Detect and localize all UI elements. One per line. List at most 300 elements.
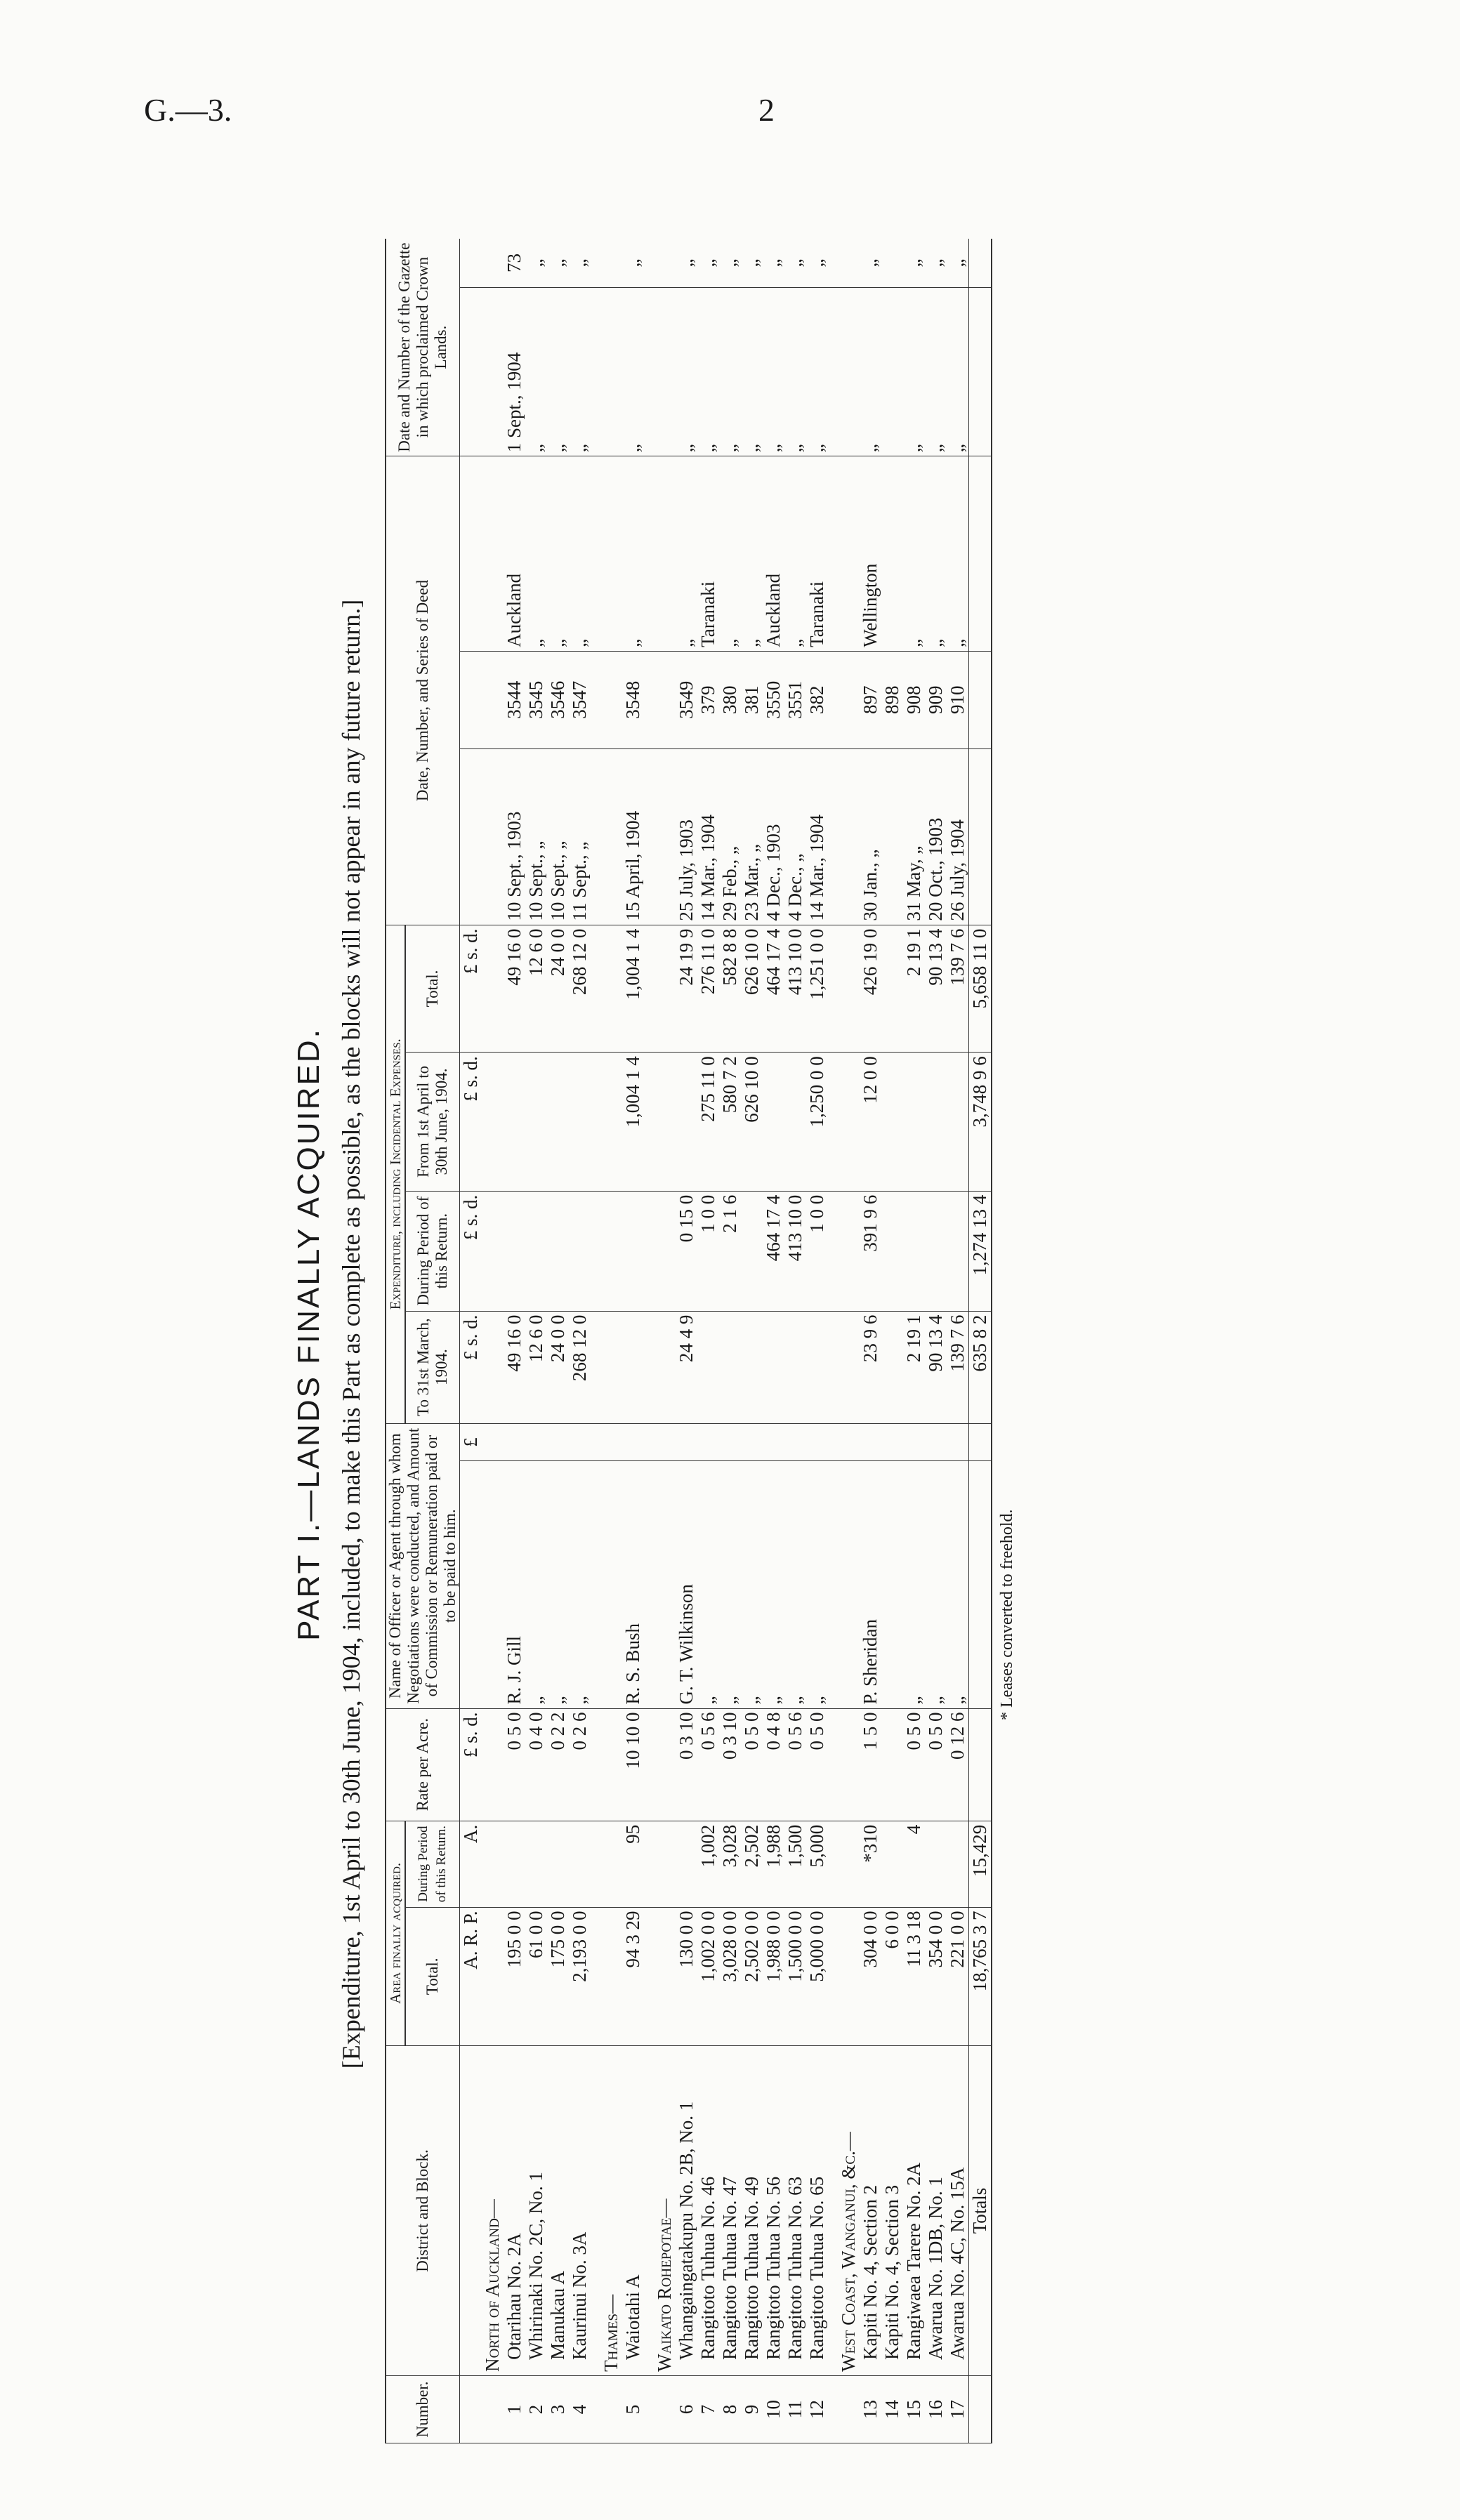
unit-acres: A. [460,1821,482,1907]
row-gazette-number: „ [784,239,806,288]
row-block: Rangitoto Tuhua No. 47 [719,2046,741,2376]
row-exp-from [784,1053,806,1192]
row-deed-number: 381 [741,651,763,748]
row-block: Waiotahi A [622,2046,644,2376]
row-exp-from [903,1053,925,1192]
col-exp-to: To 31st March, 1904. [405,1311,460,1423]
row-number: 15 [903,2375,925,2443]
group-label: West Coast, Wanganui, &c.— [838,2046,860,2376]
row-officer: G. T. Wilkinson [676,1461,697,1708]
row-block: Rangitoto Tuhua No. 65 [806,2046,828,2376]
row-area-during: 1,002 [697,1821,719,1907]
row-area-during: 4 [903,1821,925,1907]
row-exp-to [697,1311,719,1423]
row-exp-during: 1 0 0 [806,1191,828,1311]
row-exp-from [763,1053,784,1192]
row-deed-series: „ [547,456,569,652]
group-row [654,239,676,2443]
row-exp-during: 413 10 0 [784,1191,806,1311]
row-number: 7 [697,2375,719,2443]
row-deed-number: 898 [881,651,903,748]
row-area-during: 2,502 [741,1821,763,1907]
group-label: Waikato Rohepotae— [654,2046,676,2376]
row-officer: P. Sheridan [860,1461,881,1708]
row-officer: „ [569,1461,591,1708]
row-area-during [504,1821,525,1907]
row-area-during: 1,988 [763,1821,784,1907]
page-code: G.—3. [144,92,232,128]
row-gazette-number: „ [525,239,547,288]
row-deed-series [881,456,903,652]
col-deed: Date, Number, and Series of Deed [386,456,460,925]
col-area-total: Total. [405,1907,460,2046]
row-number: 4 [569,2375,591,2443]
row-area-during [547,1821,569,1907]
row-block: Kapiti No. 4, Section 3 [881,2046,903,2376]
row-exp-during: 464 17 4 [763,1191,784,1311]
row-number: 3 [547,2375,569,2443]
row-exp-during [569,1191,591,1311]
row-block: Awarua No. 1DB, No. 1 [925,2046,947,2376]
page-title: PART I.—LANDS FINALLY ACQUIRED. [291,1027,326,1641]
row-gazette-date: „ [697,288,719,456]
row-gazette-number: 73 [504,239,525,288]
row-area-total: 3,028 0 0 [719,1907,741,2046]
row-exp-total: 49 16 0 [504,925,525,1053]
row-block: Rangitoto Tuhua No. 46 [697,2046,719,2376]
unit-exp-to: £ s. d. [460,1311,482,1423]
row-area-during: 5,000 [806,1821,828,1907]
table-row [763,239,784,2443]
row-exp-total: 90 13 4 [925,925,947,1053]
row-exp-to: 24 0 0 [547,1311,569,1423]
row-deed-date: 14 Mar., 1904 [806,748,828,925]
page-number: 2 [758,92,775,128]
unit-exp-total: £ s. d. [460,925,482,1053]
row-deed-series: „ [784,456,806,652]
row-exp-total: 582 8 8 [719,925,741,1053]
row-block: Kaurinui No. 3A [569,2046,591,2376]
rotated-table-page [288,225,1229,2443]
row-area-total: 195 0 0 [504,1907,525,2046]
row-block: Rangitoto Tuhua No. 63 [784,2046,806,2376]
row-officer: R. J. Gill [504,1461,525,1708]
row-gazette-date: „ [547,288,569,456]
row-block: Otarihau No. 2A [504,2046,525,2376]
row-deed-series: „ [903,456,925,652]
lands-acquired-table [385,239,992,2443]
col-exp-from: From 1st April to 30th June, 1904. [405,1053,460,1192]
unit-exp-from: £ s. d. [460,1053,482,1192]
row-gazette-number: „ [547,239,569,288]
row-exp-total: 1,004 1 4 [622,925,644,1053]
row-officer: „ [784,1461,806,1708]
row-deed-number: 379 [697,651,719,748]
row-exp-during: 0 15 0 [676,1191,697,1311]
unit-area: A. R. P. [460,1907,482,2046]
group-row [600,239,622,2443]
row-area-total: 61 0 0 [525,1907,547,2046]
row-area-during [569,1821,591,1907]
group-row [482,239,504,2443]
row-deed-number: 380 [719,651,741,748]
row-exp-total: 24 0 0 [547,925,569,1053]
row-exp-total [881,925,903,1053]
row-deed-date: 30 Jan., „ [860,748,881,925]
row-exp-to: 23 9 6 [860,1311,881,1423]
spacer-row [828,239,838,2443]
row-officer: „ [925,1461,947,1708]
unit-pound: £ [460,1423,482,1460]
row-exp-total: 268 12 0 [569,925,591,1053]
row-officer: „ [547,1461,569,1708]
row-deed-number: 3546 [547,651,569,748]
table-row [676,239,697,2443]
row-rate: 0 5 6 [697,1708,719,1821]
row-number: 14 [881,2375,903,2443]
row-gazette-date: 1 Sept., 1904 [504,288,525,456]
row-rate: 0 5 6 [784,1708,806,1821]
row-exp-from: 275 11 0 [697,1053,719,1192]
row-officer: „ [719,1461,741,1708]
row-gazette-date [881,288,903,456]
row-area-total: 304 0 0 [860,1907,881,2046]
row-gazette-date: „ [569,288,591,456]
table-row [719,239,741,2443]
row-area-total: 11 3 18 [903,1907,925,2046]
col-area: Area finally acquired. [386,1821,405,2045]
row-exp-to [881,1311,903,1423]
row-gazette-number: „ [947,239,969,288]
row-deed-series: „ [741,456,763,652]
row-exp-during: 391 9 6 [860,1191,881,1311]
row-gazette-number: „ [676,239,697,288]
row-deed-date: 10 Sept., „ [525,748,547,925]
row-area-total: 1,002 0 0 [697,1907,719,2046]
table-row [947,239,969,2443]
row-deed-series: „ [525,456,547,652]
row-deed-date: 4 Dec., 1903 [763,748,784,925]
col-number: Number. [386,2375,460,2443]
row-exp-during [525,1191,547,1311]
row-area-during: 95 [622,1821,644,1907]
table-row [622,239,644,2443]
row-officer: „ [741,1461,763,1708]
row-deed-series: „ [925,456,947,652]
row-exp-total: 426 19 0 [860,925,881,1053]
row-deed-number: 3544 [504,651,525,748]
row-area-during [947,1821,969,1907]
table-row [504,239,525,2443]
row-number: 17 [947,2375,969,2443]
row-officer: „ [903,1461,925,1708]
footnote: * Leases converted to freehold. [998,1509,1016,1720]
row-area-during [881,1821,903,1907]
row-officer: „ [525,1461,547,1708]
table-row [881,239,903,2443]
unit-rate: £ s. d. [460,1708,482,1821]
row-exp-from: 12 0 0 [860,1053,881,1192]
row-deed-number: 382 [806,651,828,748]
row-deed-date: 10 Sept., 1903 [504,748,525,925]
row-area-total: 1,988 0 0 [763,1907,784,2046]
row-rate: 0 4 0 [525,1708,547,1821]
row-exp-to [741,1311,763,1423]
row-deed-date: 4 Dec., „ [784,748,806,925]
row-gazette-date: „ [719,288,741,456]
row-gazette-date: „ [622,288,644,456]
row-deed-date: 11 Sept., „ [569,748,591,925]
row-gazette-date: „ [860,288,881,456]
row-block: Whirinaki No. 2C, No. 1 [525,2046,547,2376]
row-area-during: 1,500 [784,1821,806,1907]
row-deed-date: 25 July, 1903 [676,748,697,925]
row-exp-during [947,1191,969,1311]
row-officer: R. S. Bush [622,1461,644,1708]
col-exp-during: During Period of this Return. [405,1191,460,1311]
row-area-total: 2,502 0 0 [741,1907,763,2046]
row-gazette-date: „ [806,288,828,456]
group-label: North of Auckland— [482,2046,504,2376]
row-gazette-date: „ [676,288,697,456]
row-officer: „ [806,1461,828,1708]
row-officer [881,1461,903,1708]
table-row [903,239,925,2443]
row-rate: 0 5 0 [806,1708,828,1821]
row-number: 10 [763,2375,784,2443]
row-area-total: 221 0 0 [947,1907,969,2046]
row-rate [881,1708,903,1821]
table-row [547,239,569,2443]
row-exp-from [947,1053,969,1192]
row-number: 5 [622,2375,644,2443]
row-block: Whangaingatakupu No. 2B, No. 1 [676,2046,697,2376]
row-block: Rangiwaea Tarere No. 2A [903,2046,925,2376]
row-rate: 0 2 2 [547,1708,569,1821]
row-deed-number: 3547 [569,651,591,748]
row-deed-date: 10 Sept., „ [547,748,569,925]
table-row [784,239,806,2443]
row-number: 13 [860,2375,881,2443]
col-rate: Rate per Acre. [386,1708,460,1821]
row-exp-from [525,1053,547,1192]
row-area-during: 3,028 [719,1821,741,1907]
row-deed-series: Wellington [860,456,881,652]
row-exp-from [569,1053,591,1192]
page-subtitle: [Expenditure, 1st April to 30th June, 1904, included, to make this Part as complete as possible, as the blocks will not appear in any future return.] [337,599,365,2069]
row-deed-date: 29 Feb., „ [719,748,741,925]
row-area-during: *310 [860,1821,881,1907]
row-deed-series: Taranaki [806,456,828,652]
row-exp-to [719,1311,741,1423]
row-exp-during: 2 1 6 [719,1191,741,1311]
row-exp-to: 2 19 1 [903,1311,925,1423]
row-rate: 10 10 0 [622,1708,644,1821]
row-gazette-date: „ [784,288,806,456]
row-area-total: 5,000 0 0 [806,1907,828,2046]
row-deed-date: 15 April, 1904 [622,748,644,925]
row-block: Kapiti No. 4, Section 2 [860,2046,881,2376]
row-gazette-number: „ [719,239,741,288]
row-gazette-date: „ [741,288,763,456]
row-exp-to: 24 4 9 [676,1311,697,1423]
totals-exp-to: 635 8 2 [969,1311,992,1423]
row-exp-from [881,1053,903,1192]
row-number: 8 [719,2375,741,2443]
row-deed-number: 3549 [676,651,697,748]
row-deed-date: 23 Mar., „ [741,748,763,925]
row-exp-during [903,1191,925,1311]
row-deed-series: „ [719,456,741,652]
row-officer: „ [947,1461,969,1708]
row-deed-number: 3551 [784,651,806,748]
table-row [806,239,828,2443]
row-gazette-number: „ [741,239,763,288]
row-exp-to: 90 13 4 [925,1311,947,1423]
row-number: 11 [784,2375,806,2443]
row-gazette-number [881,239,903,288]
unit-exp-during: £ s. d. [460,1191,482,1311]
row-exp-to [784,1311,806,1423]
row-rate: 1 5 0 [860,1708,881,1821]
row-officer: „ [763,1461,784,1708]
row-exp-from [925,1053,947,1192]
col-expenditure: Expenditure, including Incidental Expenses. [386,925,405,1423]
row-exp-from: 1,250 0 0 [806,1053,828,1192]
table-row [860,239,881,2443]
row-rate: 0 3 10 [719,1708,741,1821]
row-exp-to [622,1311,644,1423]
row-exp-during: 1 0 0 [697,1191,719,1311]
row-deed-series: Taranaki [697,456,719,652]
row-deed-number: 3548 [622,651,644,748]
row-rate: 0 12 6 [947,1708,969,1821]
row-deed-number: 3545 [525,651,547,748]
table-row [525,239,547,2443]
row-gazette-number: „ [697,239,719,288]
totals-area-total: 18,765 3 7 [969,1907,992,2046]
row-number: 1 [504,2375,525,2443]
row-exp-during [504,1191,525,1311]
table-row [697,239,719,2443]
row-exp-to: 12 6 0 [525,1311,547,1423]
row-area-during [925,1821,947,1907]
units-row [460,239,482,2443]
row-area-total: 6 0 0 [881,1907,903,2046]
row-exp-during [547,1191,569,1311]
row-rate: 0 5 0 [925,1708,947,1821]
row-exp-total: 2 19 1 [903,925,925,1053]
row-block: Rangitoto Tuhua No. 56 [763,2046,784,2376]
row-gazette-date: „ [903,288,925,456]
row-number: 16 [925,2375,947,2443]
col-officer: Name of Officer or Agent through whom Negotiations were conducted, and Amount of Commission or Remuneration paid or to be paid to him. [386,1423,460,1708]
row-rate: 0 4 8 [763,1708,784,1821]
row-exp-from [547,1053,569,1192]
row-exp-to: 139 7 6 [947,1311,969,1423]
row-deed-series: „ [622,456,644,652]
row-block: Awarua No. 4C, No. 15A [947,2046,969,2376]
table-row [569,239,591,2443]
row-exp-from: 1,004 1 4 [622,1053,644,1192]
row-deed-number: 908 [903,651,925,748]
row-area-total: 1,500 0 0 [784,1907,806,2046]
totals-row [969,239,992,2443]
row-area-during [525,1821,547,1907]
row-deed-date: 20 Oct., 1903 [925,748,947,925]
row-gazette-number: „ [569,239,591,288]
totals-label: Totals [969,2046,992,2376]
row-gazette-number: „ [925,239,947,288]
group-row [838,239,860,2443]
row-deed-series: Auckland [763,456,784,652]
row-rate: 0 5 0 [741,1708,763,1821]
row-area-total: 354 0 0 [925,1907,947,2046]
row-deed-date: 14 Mar., 1904 [697,748,719,925]
col-district: District and Block. [386,2046,460,2376]
row-exp-to [806,1311,828,1423]
row-area-total: 130 0 0 [676,1907,697,2046]
totals-exp-during: 1,274 13 4 [969,1191,992,1311]
row-exp-during [925,1191,947,1311]
row-gazette-number: „ [806,239,828,288]
row-deed-series: Auckland [504,456,525,652]
row-block: Rangitoto Tuhua No. 49 [741,2046,763,2376]
row-exp-during [881,1191,903,1311]
row-deed-series: „ [947,456,969,652]
row-deed-date: 26 July, 1904 [947,748,969,925]
row-deed-number: 909 [925,651,947,748]
row-gazette-date: „ [525,288,547,456]
row-rate: 0 3 10 [676,1708,697,1821]
table-row [925,239,947,2443]
group-label: Thames— [600,2046,622,2376]
row-deed-number: 910 [947,651,969,748]
row-number: 2 [525,2375,547,2443]
row-exp-total: 1,251 0 0 [806,925,828,1053]
col-area-during: During Period of this Return. [405,1821,460,1907]
row-exp-from: 626 10 0 [741,1053,763,1192]
row-exp-from [504,1053,525,1192]
row-officer: „ [697,1461,719,1708]
row-gazette-date: „ [925,288,947,456]
row-gazette-number: „ [860,239,881,288]
row-deed-series: „ [676,456,697,652]
row-number: 6 [676,2375,697,2443]
row-deed-series: „ [569,456,591,652]
row-exp-from [676,1053,697,1192]
row-number: 9 [741,2375,763,2443]
col-exp-total: Total. [405,925,460,1053]
col-gazette: Date and Number of the Gazette in which proclaimed Crown Lands. [386,239,460,456]
row-exp-to: 268 12 0 [569,1311,591,1423]
row-deed-date [881,748,903,925]
row-exp-to: 49 16 0 [504,1311,525,1423]
row-gazette-date: „ [763,288,784,456]
totals-area-during: 15,429 [969,1821,992,1907]
spacer-row [591,239,600,2443]
row-area-total: 175 0 0 [547,1907,569,2046]
row-area-during [676,1821,697,1907]
row-gazette-number: „ [903,239,925,288]
row-block: Manukau A [547,2046,569,2376]
row-exp-from: 580 7 2 [719,1053,741,1192]
row-area-total: 94 3 29 [622,1907,644,2046]
row-deed-date: 31 May, „ [903,748,925,925]
row-gazette-number: „ [763,239,784,288]
table-row [741,239,763,2443]
totals-exp-total: 5,658 11 0 [969,925,992,1053]
